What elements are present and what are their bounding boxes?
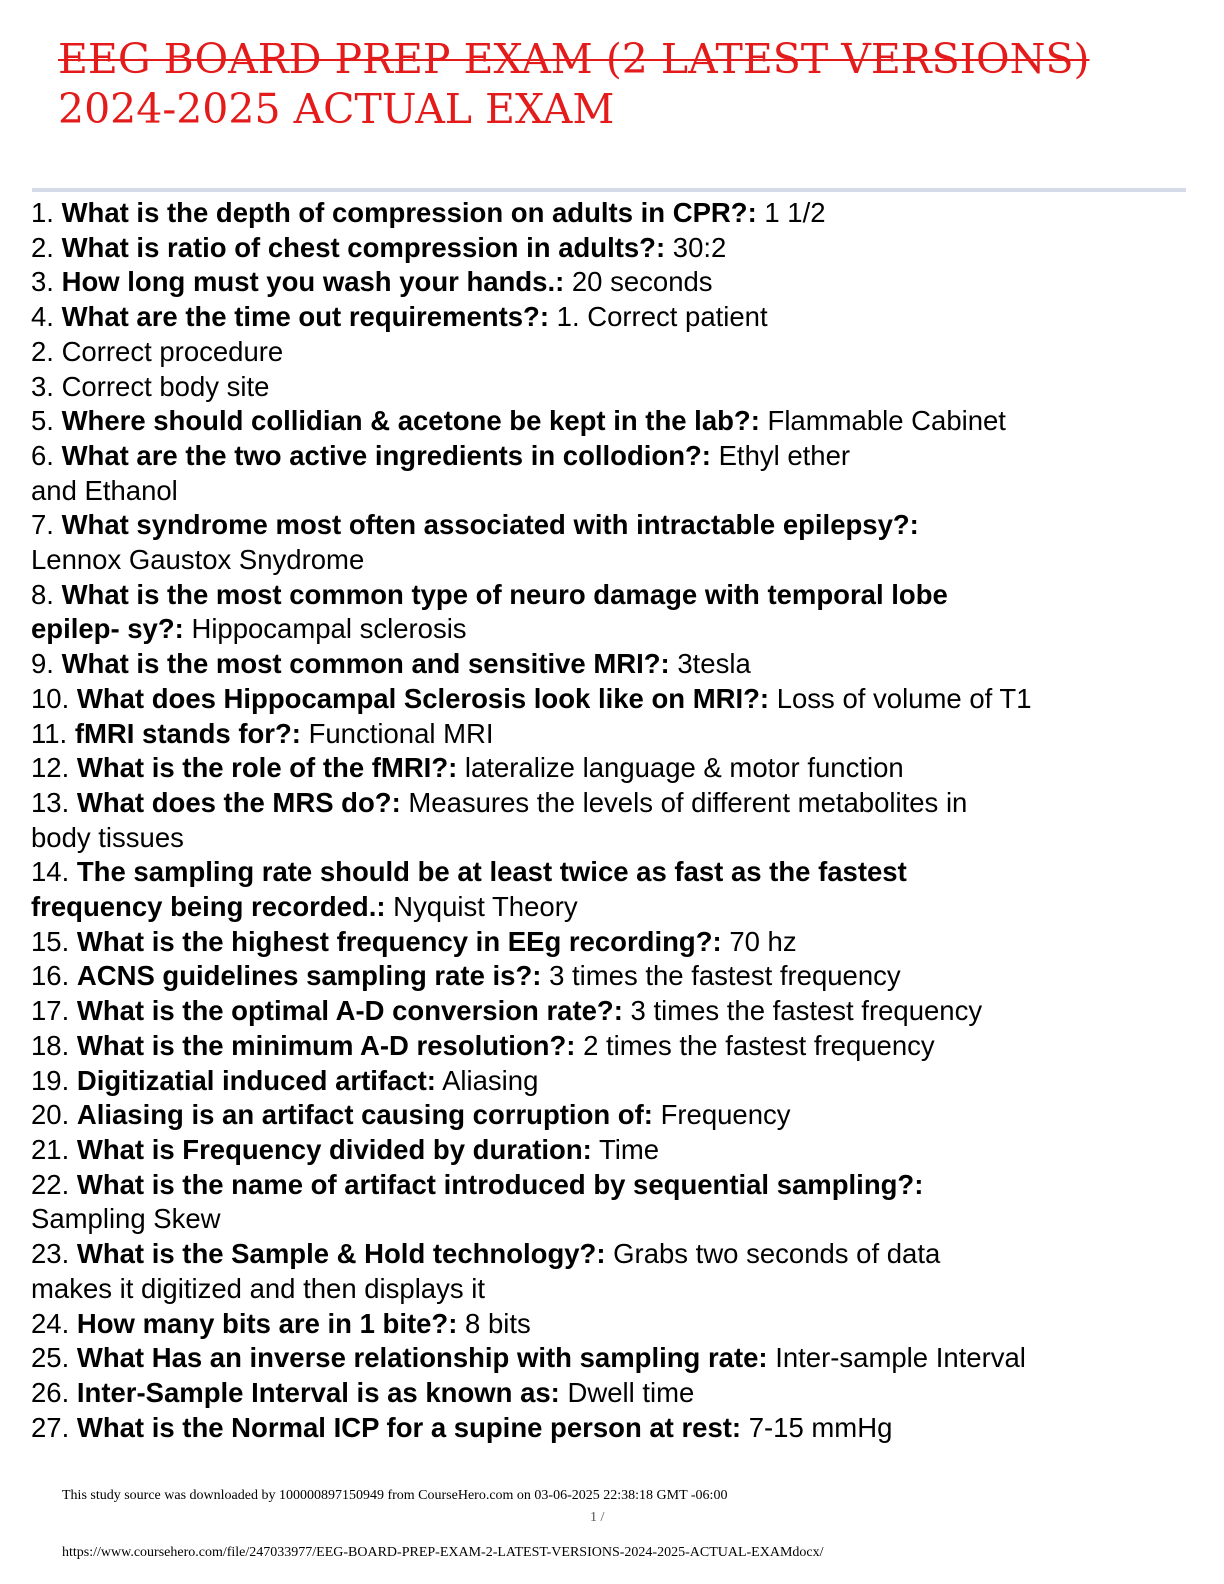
question-text: What is the depth of compression on adults in CPR?:	[61, 197, 757, 228]
title-line-1: EEG BOARD PREP EXAM (2 LATEST VERSIONS)	[58, 35, 1090, 83]
list-item	[31, 231, 1201, 266]
list-item	[31, 439, 1201, 508]
list-item	[31, 717, 1201, 752]
question-text: What is the name of artifact introduced by sequential sampling?:	[76, 1168, 924, 1200]
item-number: 18.	[31, 1029, 70, 1061]
question-text: Where should collidian & acetone be kept in the lab?:	[61, 405, 760, 437]
answer-text-continued: makes it digitized and then displays it	[31, 1272, 485, 1304]
document-title	[58, 34, 1198, 134]
answer-text: 70 hz	[729, 925, 797, 957]
item-number: 22.	[31, 1168, 70, 1200]
question-text: What is the role of the fMRI?:	[76, 752, 458, 784]
source-url-link[interactable]: https://www.coursehero.com/file/247033977/EEG-BOARD-PREP-EXAM-2-LATEST-VERSIONS-2024-2025-ACTUAL-EXAMdocx/	[62, 1545, 824, 1560]
answer-text: Frequency	[660, 1099, 791, 1131]
answer-text: Ethyl ether	[718, 439, 851, 471]
list-item	[31, 1237, 1201, 1306]
answer-text: Dwell time	[567, 1376, 695, 1408]
answer-text: 2. Correct procedure	[31, 335, 284, 367]
item-number: 8.	[31, 578, 54, 610]
download-notice: This study source was downloaded by 100000897150949 from CourseHero.com on 03-06-2025 22:38:18 GMT -06:00	[62, 1488, 728, 1503]
item-number: 15.	[31, 925, 70, 957]
list-item	[31, 1341, 1201, 1376]
item-number: 11.	[31, 717, 68, 749]
list-item	[31, 925, 1201, 960]
answer-text: lateralize language & motor function	[464, 752, 904, 784]
item-number: 14.	[31, 856, 70, 888]
list-item	[31, 751, 1201, 786]
question-text: What is the Normal ICP for a supine person at rest:	[76, 1411, 742, 1443]
list-item	[31, 1376, 1201, 1411]
item-number: 23.	[31, 1238, 70, 1270]
item-number: 2.	[31, 231, 54, 263]
list-item	[31, 855, 1201, 924]
question-text: ACNS guidelines sampling rate is?:	[76, 960, 542, 992]
list-item	[31, 404, 1201, 439]
question-text: What does the MRS do?:	[76, 786, 401, 818]
list-item	[31, 300, 1201, 335]
answer-text-continued: and Ethanol	[31, 474, 178, 506]
answer-text: 1 1/2	[764, 197, 826, 228]
item-number: 7.	[31, 509, 54, 541]
item-number: 3.	[31, 266, 54, 298]
item-number: 5.	[31, 405, 54, 437]
item-number: 19.	[31, 1064, 70, 1096]
question-text: What is the Sample & Hold technology?:	[76, 1238, 606, 1270]
item-number: 17.	[31, 995, 70, 1027]
item-number: 4.	[31, 301, 54, 333]
question-text: What is Frequency divided by duration:	[76, 1133, 592, 1165]
question-text: What is the most common and sensitive MRI?:	[61, 648, 670, 680]
answer-text: 3tesla	[677, 648, 751, 680]
list-item	[31, 335, 1201, 370]
item-number: 21.	[31, 1133, 70, 1165]
question-text: What are the two active ingredients in collodion?:	[61, 439, 711, 471]
title-line-2: 2024-2025 ACTUAL EXAM	[58, 85, 615, 133]
question-list	[31, 196, 1201, 1445]
question-text: Inter-Sample Interval is as known as:	[76, 1376, 560, 1408]
answer-text: Measures the levels of different metabolites in	[408, 786, 968, 818]
list-item	[31, 1411, 1201, 1446]
question-text: Digitizatial induced artifact:	[76, 1064, 436, 1096]
answer-text: 30:2	[672, 231, 727, 263]
item-number: 27.	[31, 1411, 70, 1443]
question-text: What are the time out requirements?:	[61, 301, 550, 333]
answer-text: Inter-sample Interval	[775, 1342, 1026, 1374]
answer-text-continued: body tissues	[31, 821, 184, 853]
item-number: 16.	[31, 960, 70, 992]
answer-text: Nyquist Theory	[393, 891, 578, 923]
answer-text: Loss of volume of T1	[776, 682, 1032, 714]
list-item	[31, 578, 1201, 647]
list-item	[31, 1307, 1201, 1342]
answer-text: Hippocampal sclerosis	[191, 613, 467, 645]
question-text: How many bits are in 1 bite?:	[76, 1307, 458, 1339]
question-text: fMRI stands for?:	[74, 717, 301, 749]
answer-text: Grabs two seconds of data	[613, 1238, 941, 1270]
question-text-continued: frequency being recorded.:	[31, 891, 386, 923]
question-text: What is the highest frequency in EEg recording?:	[76, 925, 722, 957]
item-number: 12.	[31, 752, 70, 784]
item-number: 9.	[31, 648, 54, 680]
list-item	[31, 1168, 1201, 1237]
list-item	[31, 682, 1201, 717]
question-text: The sampling rate should be at least twice as fast as the fastest	[76, 856, 907, 888]
question-text: What Has an inverse relationship with sampling rate:	[76, 1342, 768, 1374]
question-text: What is the minimum A-D resolution?:	[76, 1029, 576, 1061]
answer-text: Time	[598, 1133, 660, 1165]
list-item	[31, 265, 1201, 300]
question-text: What is the optimal A-D conversion rate?:	[76, 995, 623, 1027]
question-text: How long must you wash your hands.:	[61, 266, 565, 298]
list-item	[31, 508, 1201, 577]
list-item	[31, 1098, 1201, 1133]
answer-text: 3 times the fastest frequency	[549, 960, 901, 992]
answer-text: 8 bits	[465, 1307, 531, 1339]
question-text-continued: epilep- sy?:	[31, 613, 184, 645]
question-text: What syndrome most often associated with intractable epilepsy?:	[61, 509, 919, 541]
answer-text-continued: Lennox Gaustox Snydrome	[31, 544, 365, 576]
answer-text: 1. Correct patient	[556, 301, 768, 333]
list-item	[31, 786, 1201, 855]
item-number: 10.	[31, 682, 70, 714]
list-item	[31, 1029, 1201, 1064]
answer-text: 3. Correct body site	[31, 370, 270, 402]
answer-text: 2 times the fastest frequency	[583, 1029, 935, 1061]
item-number: 26.	[31, 1376, 70, 1408]
answer-text: Aliasing	[442, 1064, 539, 1096]
list-item	[31, 994, 1201, 1029]
answer-text-continued: Sampling Skew	[31, 1203, 221, 1235]
answer-text: Functional MRI	[308, 717, 494, 749]
title-divider	[32, 188, 1186, 192]
list-item	[31, 959, 1201, 994]
answer-text: 3 times the fastest frequency	[630, 995, 983, 1027]
item-number: 1.	[31, 197, 54, 228]
item-number: 6.	[31, 439, 54, 471]
page-number: 1 /	[590, 1510, 605, 1525]
list-item	[31, 1133, 1201, 1168]
question-text: Aliasing is an artifact causing corruption of:	[76, 1099, 653, 1131]
answer-text: 7-15 mmHg	[748, 1411, 893, 1443]
question-text: What does Hippocampal Sclerosis look like on MRI?:	[76, 682, 770, 714]
list-item	[31, 196, 1201, 231]
item-number: 13.	[31, 786, 70, 818]
question-text: What is ratio of chest compression in adults?:	[61, 231, 666, 263]
list-item	[31, 370, 1201, 405]
answer-text: 20 seconds	[571, 266, 713, 298]
list-item	[31, 647, 1201, 682]
list-item	[31, 1064, 1201, 1099]
question-text: What is the most common type of neuro damage with temporal lobe	[61, 578, 948, 610]
item-number: 20.	[31, 1099, 70, 1131]
item-number: 24.	[31, 1307, 70, 1339]
answer-text: Flammable Cabinet	[767, 405, 1006, 437]
item-number: 25.	[31, 1342, 70, 1374]
